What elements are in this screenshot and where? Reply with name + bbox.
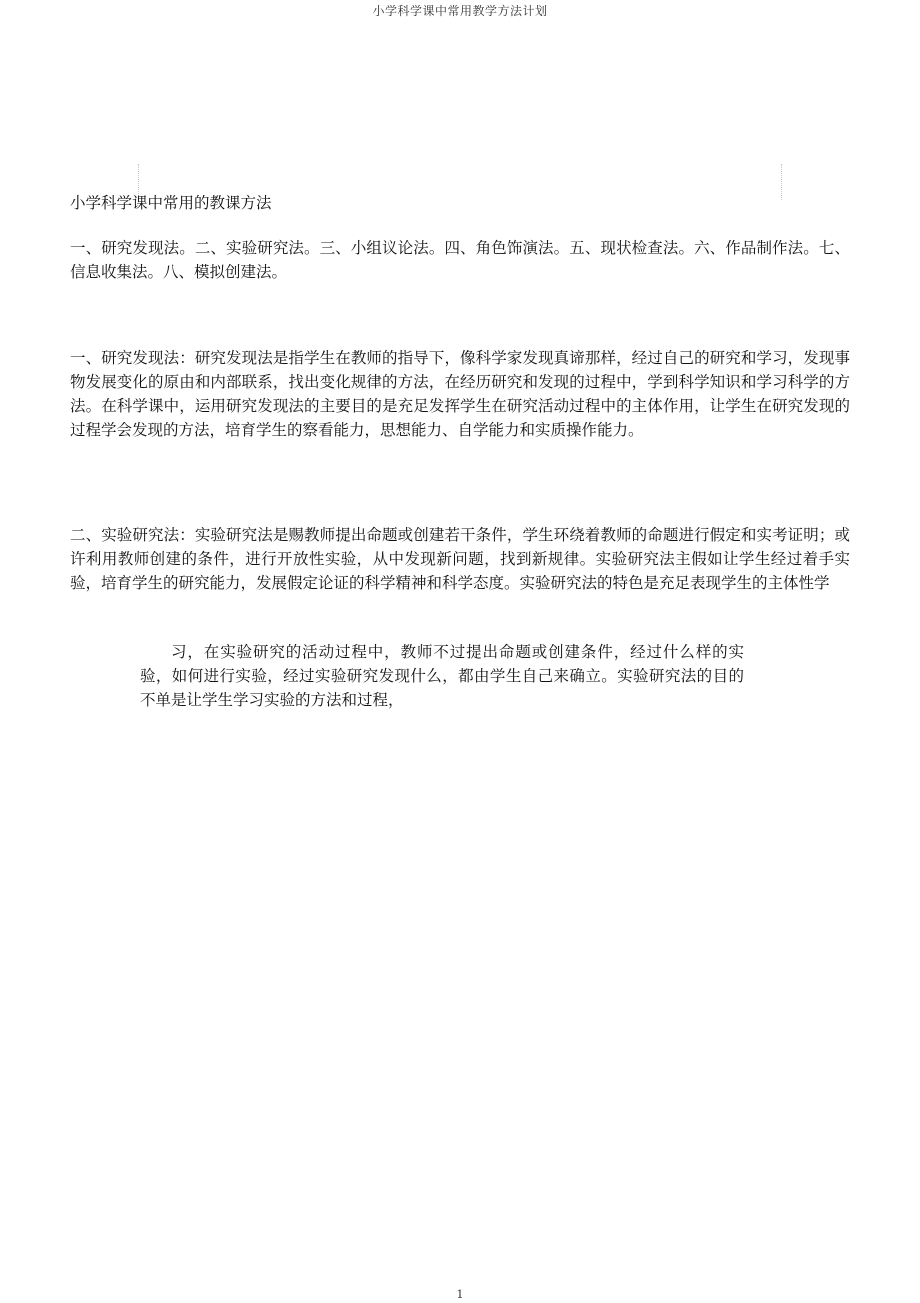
margin-mark-right — [781, 164, 782, 200]
methods-overview-paragraph: 一、研究发现法。二、实验研究法。三、小组议论法。四、角色饰演法。五、现状检查法。六、作品制作法。七、信息收集法。八、模拟创建法。 — [70, 239, 850, 281]
page-number: 1 — [456, 1288, 464, 1301]
running-header: 小学科学课中常用教学方法计划 — [372, 4, 548, 18]
method-2-paragraph: 二、实验研究法：实验研究法是赐教师提出命题或创建若干条件，学生环绕着教师的命题进行假定和实考证明；或许利用教师创建的条件，进行开放性实验，从中发现新问题，找到新规律。实验研究法主假如让学生经过着手实验，培育学生的研究能力，发展假定论证的科学精神和科学态度。实验研究法的特色是充足表现学生的主体性学 — [70, 526, 850, 592]
document-title: 小学科学课中常用的教课方法 — [70, 194, 272, 212]
method-1-paragraph: 一、研究发现法：研究发现法是指学生在教师的指导下，像科学家发现真谛那样，经过自己的研究和学习，发现事物发展变化的原由和内部联系，找出变化规律的方法，在经历研究和发现的过程中，学到科学知识和学习科学的方法。在科学课中，运用研究发现法的主要目的是充足发挥学生在研究活动过程中的主体作用，让学生在研究发现的过程学会发现的方法，培育学生的察看能力，思想能力、自学能力和实质操作能力。 — [70, 349, 850, 439]
method-2-continued-paragraph: 习，在实验研究的活动过程中，教师不过提出命题或创建条件，经过什么样的实验，如何进行实验，经过实验研究发现什么，都由学生自己来确立。实验研究法的目的不单是让学生学习实验的方法和过程， — [140, 643, 744, 709]
